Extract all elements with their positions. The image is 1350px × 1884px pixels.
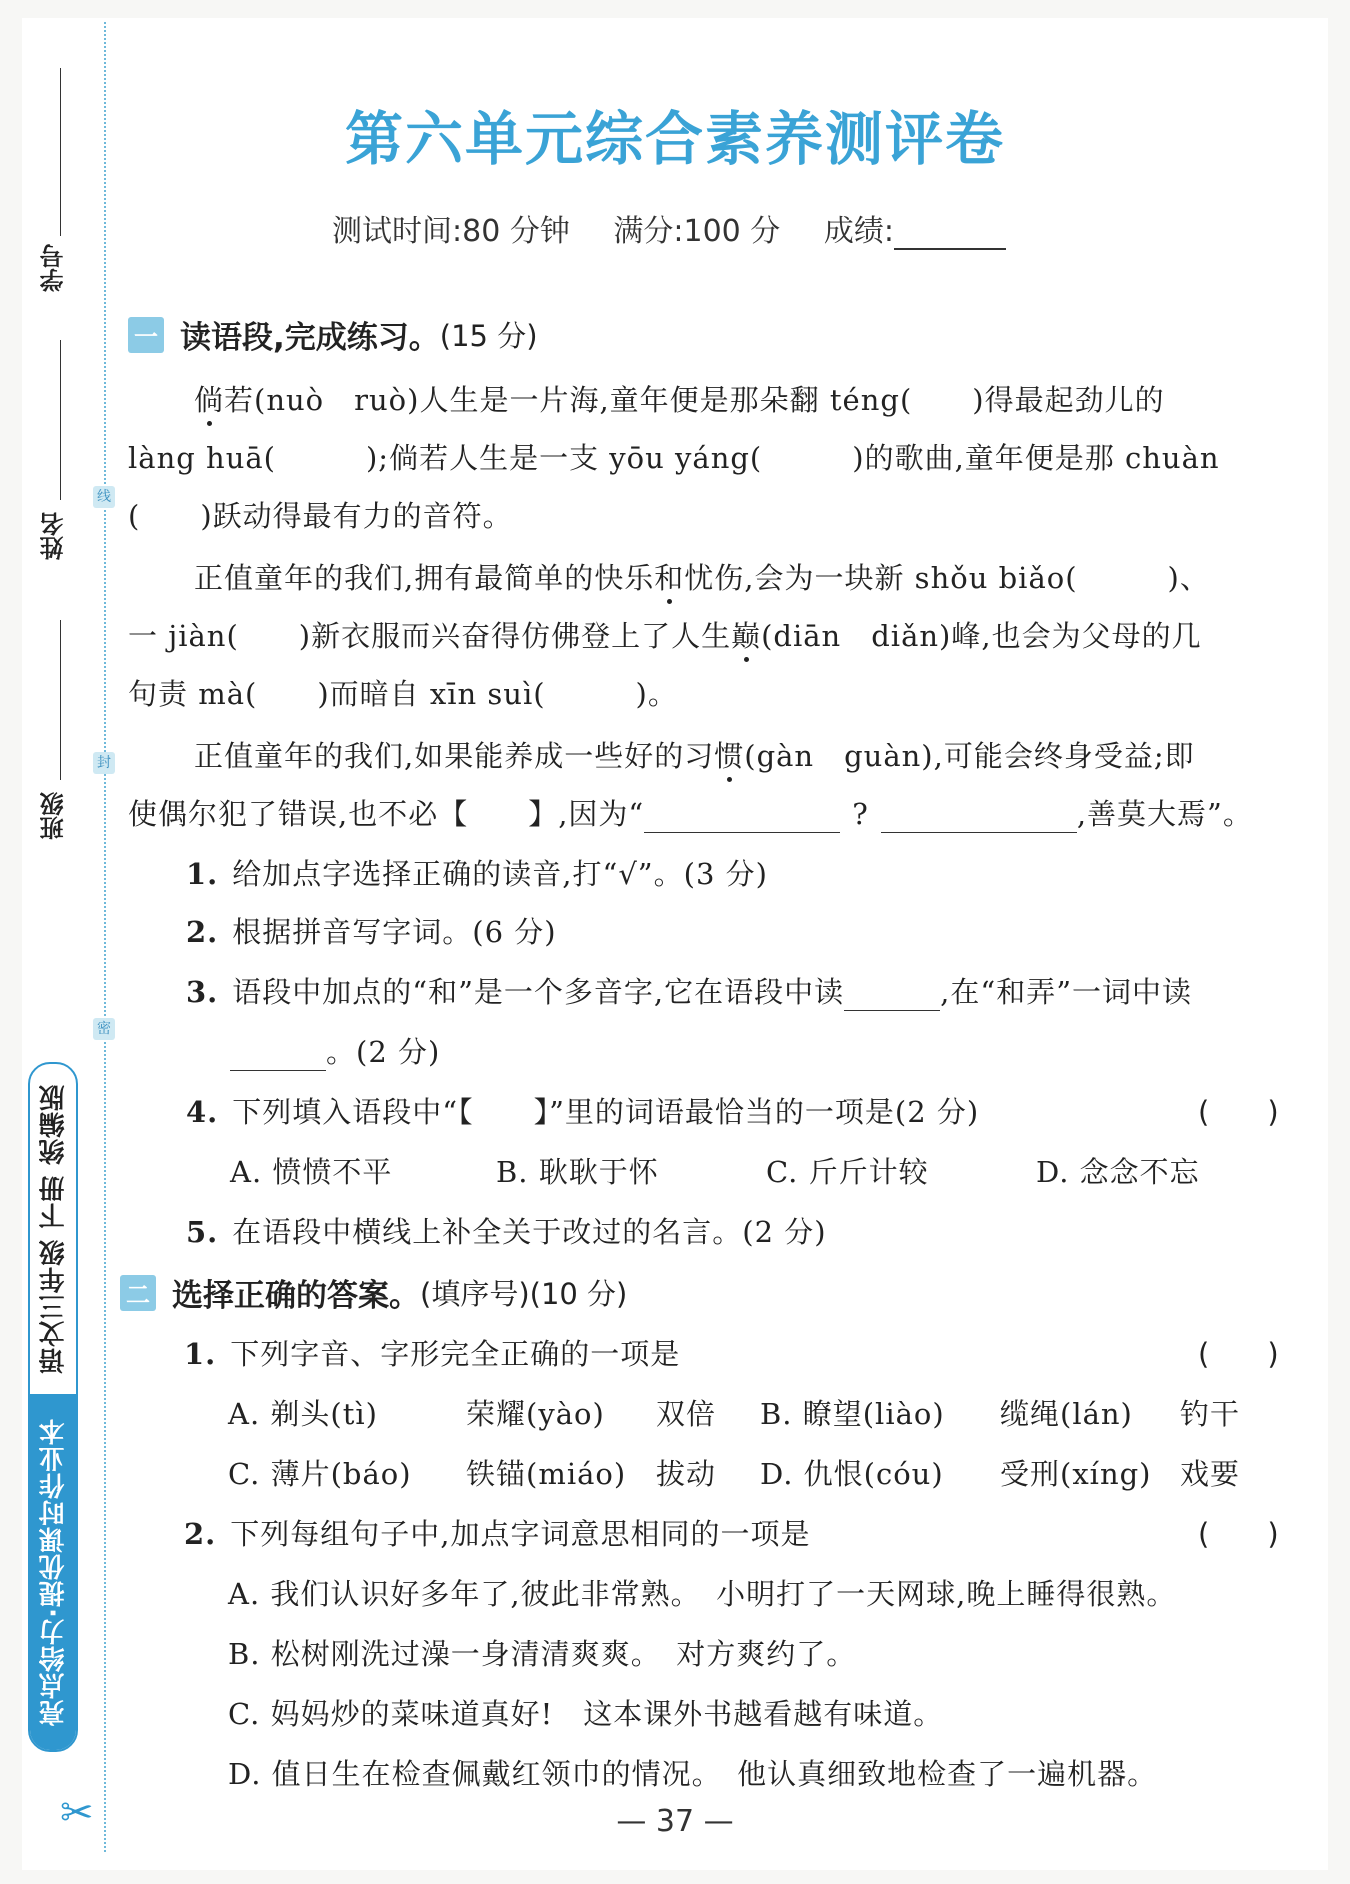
para1-line2: làng huā( );倘若人生是一支 yōu yáng( )的歌曲,童年便是那 chuàn	[128, 441, 1220, 475]
q3-blank-2[interactable]	[230, 1042, 326, 1071]
para2-line2: 一 jiàn( )新衣服而兴奋得仿佛登上了人生巅(diān diǎn)峰,也会为父母的几	[128, 619, 1202, 653]
cut-mark-line: 线	[93, 486, 115, 508]
para1-line3: ( )跃动得最有力的音符。	[128, 499, 513, 533]
para3-line2: 使偶尔犯了错误,也不必【 】,因为“ ? ,善莫大焉”。	[128, 797, 1253, 831]
class-line	[60, 620, 61, 780]
section2-score: (填序号)(10 分)	[420, 1277, 628, 1311]
q4-option-d[interactable]: D. 念念不忘	[1036, 1155, 1200, 1189]
s2-q1-d-word1: D. 仇恨(cóu)	[760, 1457, 944, 1491]
q4-answer-paren[interactable]: ( )	[1198, 1095, 1279, 1129]
q4-option-c[interactable]: C. 斤斤计较	[766, 1155, 929, 1189]
s2-q1-b-word1: B. 瞭望(liào)	[760, 1397, 945, 1431]
brand-bar	[28, 1062, 78, 1752]
cut-mark-seal: 封	[93, 752, 115, 774]
s2-q1-a-word1: A. 剃头(tì)	[228, 1397, 378, 1431]
s2-question-1: 1. 下列字音、字形完全正确的一项是	[184, 1337, 681, 1371]
para1-line1: 倘若(nuò ruò)人生是一片海,童年便是那朵翻 téng( )得最起劲儿的	[194, 383, 1165, 417]
section2-heading	[120, 1270, 627, 1315]
section2-number: 二	[120, 1275, 156, 1311]
para2-line3: 句责 mà( )而暗自 xīn suì( )。	[128, 677, 678, 711]
s1-question-1: 1. 给加点字选择正确的读音,打“√”。(3 分)	[186, 857, 768, 891]
s2-q1-answer-paren[interactable]: ( )	[1198, 1337, 1279, 1371]
name-line	[60, 340, 61, 500]
full-score: 满分:100 分	[613, 214, 781, 249]
quote-blank-1[interactable]	[644, 804, 840, 833]
s2-q2-option-d[interactable]: D. 值日生在检查佩戴红领巾的情况。 他认真细致地检查了一遍机器。	[228, 1757, 1158, 1791]
cut-line	[104, 22, 106, 1852]
s2-q1-a-word3: 双倍	[656, 1397, 717, 1431]
s2-q2-option-a[interactable]: A. 我们认识好多年了,彼此非常熟。 小明打了一天网球,晚上睡得很熟。	[228, 1577, 1177, 1611]
class-label: 班级	[40, 792, 68, 840]
name-label: 姓名	[40, 512, 68, 560]
q4-option-a[interactable]: A. 愤愤不平	[230, 1155, 393, 1189]
page-title: 第六单元综合素养测评卷	[344, 105, 1005, 173]
section2-title: 选择正确的答案。	[172, 1278, 420, 1314]
s2-q1-b-word3: 钓干	[1180, 1397, 1241, 1431]
s2-q2-answer-paren[interactable]: ( )	[1198, 1517, 1279, 1551]
test-meta	[332, 206, 1040, 250]
s2-q1-c-word1: C. 薄片(báo)	[228, 1457, 412, 1491]
para2-line1: 正值童年的我们,拥有最简单的快乐和忧伤,会为一块新 shǒu biǎo( )、	[194, 561, 1210, 595]
page-number: — 37 —	[616, 1804, 734, 1839]
quote-blank-2[interactable]	[881, 804, 1077, 833]
brand-edition: 语文三年级 下册 统编版	[38, 1083, 69, 1375]
q3-blank-1[interactable]	[844, 982, 940, 1011]
section1-number: 一	[128, 317, 164, 353]
section1-score: (15 分)	[439, 319, 538, 353]
para3-line1: 正值童年的我们,如果能养成一些好的习惯(gàn guàn),可能会终身受益;即	[194, 739, 1195, 773]
s1-question-4: 4. 下列填入语段中“【 】”里的词语最恰当的一项是(2 分)	[186, 1095, 980, 1129]
scissor-icon: ✂	[60, 1790, 94, 1836]
brand-series: 亮点给力·提优课时作业本	[38, 1418, 69, 1726]
section1-title: 读语段,完成练习。	[180, 320, 440, 356]
test-time: 测试时间:80 分钟	[332, 214, 570, 249]
s2-q1-d-word3: 戏要	[1180, 1457, 1241, 1491]
s2-q1-a-word2: 荣耀(yào)	[466, 1397, 605, 1431]
s2-q1-b-word2: 缆绳(lán)	[1000, 1397, 1133, 1431]
s2-question-2: 2. 下列每组句子中,加点字词意思相同的一项是	[184, 1517, 811, 1551]
s2-q1-c-word2: 铁锚(miáo)	[466, 1457, 627, 1491]
student-id-label: 学号	[40, 244, 68, 292]
s1-question-2: 2. 根据拼音写字词。(6 分)	[186, 915, 557, 949]
score-blank[interactable]	[894, 218, 1006, 250]
s1-question-3-cont: 。(2 分)	[230, 1030, 440, 1071]
q4-option-b[interactable]: B. 耿耿于怀	[496, 1155, 659, 1189]
s2-q1-d-word2: 受刑(xíng)	[1000, 1457, 1152, 1491]
cut-mark-secret: 密	[93, 1018, 115, 1040]
s1-question-5: 5. 在语段中横线上补全关于改过的名言。(2 分)	[186, 1215, 827, 1249]
score-label: 成绩:	[823, 214, 894, 249]
section1-heading	[128, 312, 538, 357]
s2-q2-option-b[interactable]: B. 松树刚洗过澡一身清清爽爽。 对方爽约了。	[228, 1637, 857, 1671]
s2-q1-c-word3: 拔动	[656, 1457, 717, 1491]
s2-q2-option-c[interactable]: C. 妈妈炒的菜味道真好! 这本课外书越看越有味道。	[228, 1697, 944, 1731]
s1-question-3: 3. 语段中加点的“和”是一个多音字,它在语段中读 ,在“和弄”一词中读	[186, 975, 1193, 1009]
